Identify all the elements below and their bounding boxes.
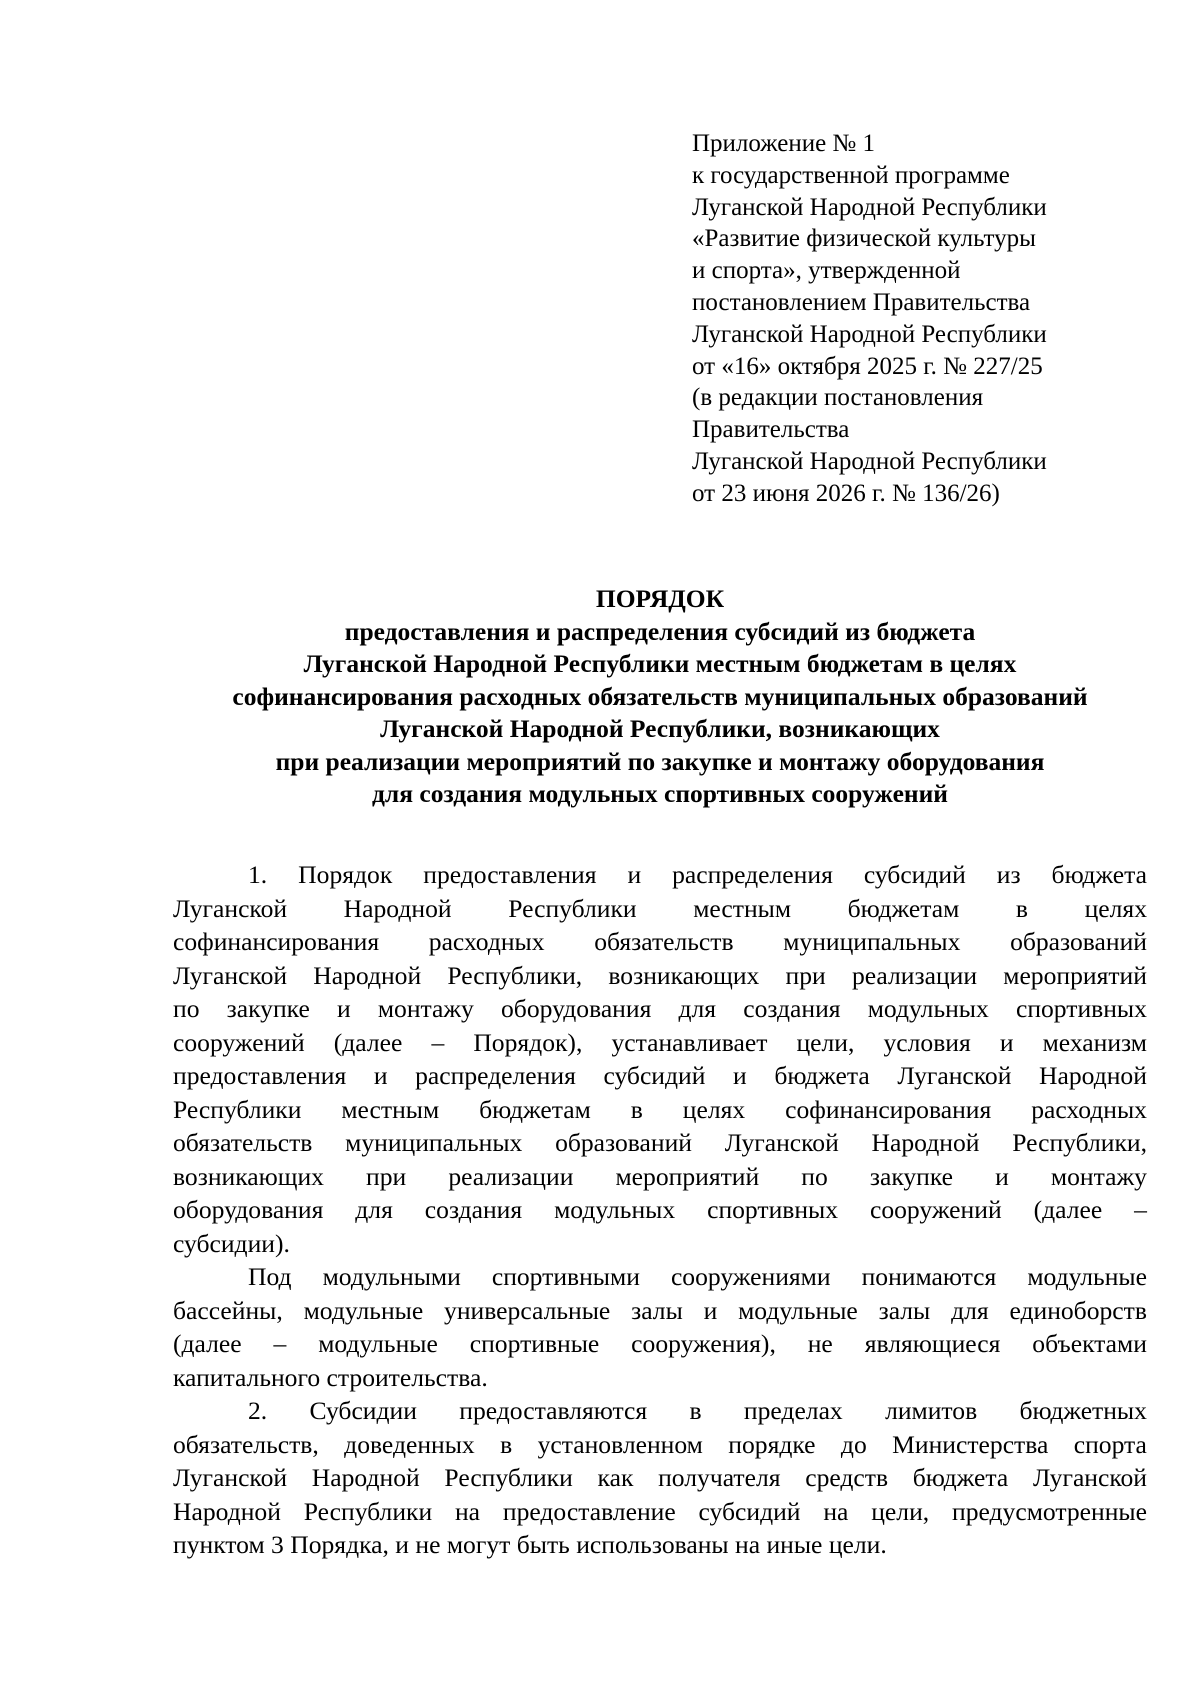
document-body [173, 858, 1147, 1562]
word: установленном [537, 1429, 703, 1459]
word: Луганской [173, 893, 288, 923]
word: модульные [318, 1329, 438, 1358]
word: сооружений [173, 1027, 305, 1057]
word: бюджета [1051, 860, 1147, 889]
word: сооружения), [631, 1329, 776, 1358]
word: получателя [658, 1463, 781, 1492]
title-line: при реализации мероприятий по закупке и монтажу оборудования [275, 746, 1045, 776]
word: при [366, 1161, 407, 1191]
word: возникающих [173, 1161, 324, 1191]
word: обязательств [173, 1128, 313, 1157]
word: Республики [444, 1463, 573, 1492]
word: предусмотренные [952, 1496, 1147, 1526]
word: сооружений [869, 1195, 1002, 1224]
word: Республики [508, 893, 637, 923]
word: понимаются [861, 1262, 997, 1291]
word: в [689, 1396, 702, 1425]
word: Луганской [897, 1061, 1012, 1090]
word: распределения [672, 860, 833, 889]
word: образований [1010, 927, 1147, 956]
word: (далее [333, 1027, 403, 1057]
text-line [173, 1428, 1147, 1462]
word: софинансирования [785, 1094, 992, 1124]
word: для [951, 1295, 989, 1325]
text-line [173, 1327, 1147, 1361]
word: целях [682, 1094, 746, 1124]
word: единоборств [1009, 1295, 1147, 1325]
appendix-line: и спорта», утвержденной [692, 257, 961, 285]
word: муниципальных [783, 927, 961, 956]
title-heading: ПОРЯДОК [595, 584, 725, 613]
word: Министерства [892, 1429, 1049, 1459]
title-line: Луганской Народной Республики местным бюджетам в целях [303, 649, 1017, 678]
word: бюджетам [847, 893, 960, 923]
word: порядке [728, 1429, 816, 1459]
word: спортивные [469, 1329, 600, 1358]
appendix-line: к государственной программе [692, 161, 1010, 189]
document-title [120, 583, 1200, 811]
word: местным [341, 1094, 440, 1124]
word: цели, [796, 1027, 855, 1057]
word: Луганской [173, 1463, 288, 1492]
word: муниципальных [345, 1128, 523, 1157]
word: доведенных [344, 1429, 475, 1459]
word: не [807, 1329, 833, 1358]
word: модульными [322, 1262, 461, 1291]
word: создания [424, 1195, 523, 1224]
word: объектами [1032, 1329, 1147, 1358]
word: и [733, 1061, 747, 1090]
word: Порядок [298, 860, 393, 889]
word: Республики, [1012, 1128, 1147, 1157]
word: предоставления [423, 860, 597, 889]
word: модульных [867, 994, 989, 1023]
word: спортивными [491, 1262, 640, 1291]
word: Республики [303, 1496, 433, 1526]
word: Луганской [173, 960, 288, 990]
word: по [173, 994, 200, 1023]
word: Народной [1039, 1061, 1147, 1090]
text-line [173, 858, 1147, 892]
word: как [597, 1463, 634, 1492]
word: для [355, 1195, 393, 1224]
text-line [173, 1059, 1147, 1093]
word: расходных [428, 927, 545, 956]
word: субсидий [603, 1061, 706, 1090]
word: в [500, 1429, 513, 1459]
text-line [173, 959, 1147, 993]
word: – [273, 1329, 287, 1358]
appendix-note [692, 128, 1162, 510]
word: и [999, 1027, 1014, 1057]
text-line [173, 1193, 1147, 1227]
word: цели, [871, 1496, 930, 1526]
word: субсидий [863, 860, 966, 889]
word: модульных [554, 1195, 676, 1224]
word: механизм [1042, 1027, 1147, 1057]
text-line [173, 992, 1147, 1026]
word: закупке [869, 1161, 954, 1191]
word: модульные [738, 1295, 858, 1325]
text-line [173, 892, 1147, 926]
text-line [173, 1394, 1147, 1428]
word: закупке [226, 994, 310, 1023]
word: при [785, 960, 826, 990]
word: бюджетных [1019, 1396, 1147, 1425]
word: по [801, 1161, 828, 1191]
title-line: софинансирования расходных обязательств муниципальных образований [232, 681, 1088, 711]
word: Народной [173, 1496, 281, 1526]
text-line [173, 1026, 1147, 1060]
word: и [703, 1295, 718, 1325]
word: (далее [173, 1329, 242, 1358]
word: Субсидии [309, 1396, 417, 1425]
word: и [627, 860, 642, 889]
text-line: капитального строительства. [173, 1362, 488, 1392]
title-line: Луганской Народной Республики, возникающих [380, 714, 940, 743]
word: спортивных [1015, 994, 1147, 1023]
word: на [454, 1496, 481, 1526]
word: условия [883, 1027, 971, 1057]
appendix-line: Луганской Народной Республики [692, 447, 1047, 475]
word: Народной [871, 1128, 980, 1157]
word: и [995, 1161, 1009, 1191]
word: в [1015, 893, 1028, 923]
word: Республики [173, 1094, 302, 1124]
text-line [173, 925, 1147, 959]
text-line: субсидии). [173, 1228, 290, 1258]
word: – [1134, 1195, 1147, 1224]
text-line: пунктом 3 Порядка, и не могут быть использованы на иные цели. [173, 1530, 887, 1559]
word: лимитов [885, 1396, 978, 1425]
word: Луганской [1032, 1463, 1147, 1492]
word: предоставляются [459, 1396, 648, 1425]
word: модульные [1027, 1262, 1147, 1291]
text-line [173, 1160, 1147, 1194]
word: бюджета [774, 1061, 870, 1090]
title-line: предоставления и распределения субсидий из бюджета [344, 616, 976, 646]
text-line [173, 1495, 1147, 1529]
word: возникающих [608, 960, 760, 990]
word: софинансирования [173, 927, 380, 956]
word: Народной [311, 1463, 420, 1492]
paragraph-2 [173, 1260, 1147, 1394]
title-line: для создания модульных спортивных сооружений [372, 779, 948, 808]
word: залы [878, 1295, 931, 1325]
word: обязательств [594, 927, 734, 956]
word: предоставления [173, 1061, 347, 1090]
word: Порядок), [473, 1027, 583, 1057]
word: и [373, 1061, 388, 1090]
word: реализации [851, 960, 978, 990]
appendix-line: Правительства [692, 416, 850, 444]
text-line [173, 1093, 1147, 1127]
word: до [840, 1429, 867, 1459]
word: Луганской [724, 1128, 839, 1157]
appendix-line: Луганской Народной Республики [692, 320, 1047, 348]
paragraph-1 [173, 858, 1147, 1260]
paragraph-3 [173, 1394, 1147, 1562]
word: бассейны, [173, 1295, 283, 1325]
word: пределах [743, 1396, 843, 1425]
word: универсальные [444, 1295, 611, 1325]
word: бюджета [912, 1463, 1009, 1492]
word: и [336, 994, 351, 1023]
appendix-line: «Развитие физической культуры [692, 225, 1036, 253]
appendix-line: Луганской Народной Республики [692, 193, 1047, 221]
appendix-line: от «16» октября 2025 г. № 227/25 [692, 352, 1043, 380]
word: из [996, 860, 1021, 889]
word: – [431, 1027, 445, 1057]
word: сооружениями [670, 1262, 831, 1291]
word: залы [631, 1295, 683, 1325]
word: средств [805, 1463, 889, 1492]
word: Под [248, 1262, 292, 1291]
word: для [678, 994, 717, 1023]
word: оборудования [173, 1195, 324, 1224]
word: 1. [248, 860, 268, 889]
word: реализации [448, 1161, 574, 1191]
word: оборудования [501, 994, 652, 1023]
word: мероприятий [615, 1161, 760, 1191]
text-line [173, 1294, 1147, 1328]
word: предоставление [502, 1496, 676, 1526]
appendix-line: постановлением Правительства [692, 288, 1031, 316]
appendix-line: (в редакции постановления [692, 384, 984, 412]
word: обязательств, [173, 1429, 319, 1459]
word: Народной [313, 960, 422, 990]
word: монтажу [377, 994, 474, 1023]
appendix-line: от 23 июня 2026 г. № 136/26) [692, 479, 1000, 507]
word: Республики, [447, 960, 583, 990]
text-line [173, 1461, 1147, 1495]
word: спорта [1073, 1429, 1147, 1459]
text-line [173, 1126, 1147, 1160]
word: расходных [1031, 1094, 1147, 1124]
word: 2. [248, 1396, 268, 1425]
word: целях [1084, 893, 1147, 923]
word: монтажу [1050, 1161, 1147, 1191]
word: бюджетам [479, 1094, 591, 1124]
word: распределения [415, 1061, 576, 1090]
word: устанавливает [611, 1027, 768, 1057]
word: мероприятий [1003, 960, 1147, 990]
word: в [630, 1094, 643, 1124]
text-line [173, 1260, 1147, 1294]
word: образований [555, 1128, 692, 1157]
word: субсидий [698, 1496, 801, 1526]
word: на [823, 1496, 849, 1526]
word: местным [693, 893, 792, 923]
word: создания [743, 994, 841, 1023]
word: модульные [303, 1295, 424, 1325]
appendix-line: Приложение № 1 [692, 130, 876, 157]
word: являющиеся [864, 1329, 1001, 1358]
word: (далее [1033, 1195, 1103, 1224]
word: Народной [343, 893, 452, 923]
word: спортивных [707, 1195, 839, 1224]
